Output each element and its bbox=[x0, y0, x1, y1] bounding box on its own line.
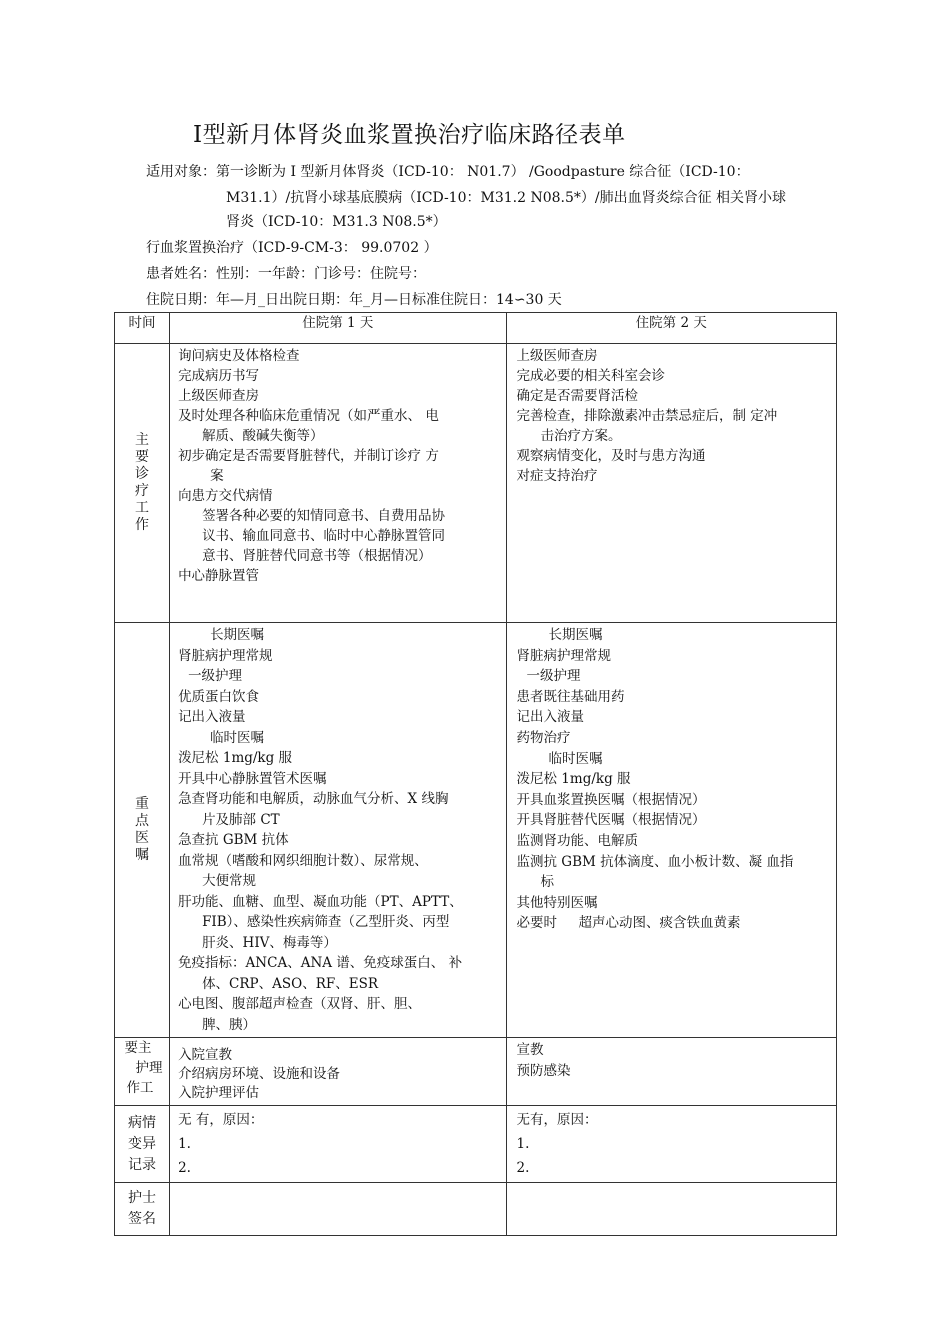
row-label-main-work bbox=[115, 344, 170, 623]
list-item: 药物治疗 bbox=[516, 729, 571, 746]
list-item: 体、CRP、ASO、RF、ESR bbox=[202, 975, 379, 992]
list-item: 开具肾脏替代医嘱（根据情况） bbox=[516, 812, 706, 829]
day2-nurse-signature[interactable] bbox=[506, 1183, 836, 1236]
list-item: 肾脏病护理常规 bbox=[178, 647, 273, 664]
list-item: 长期医嘱 bbox=[210, 627, 265, 643]
list-item: 对症支持治疗 bbox=[516, 468, 598, 484]
nursing-label-line-1: 要主 bbox=[124, 1040, 152, 1056]
list-item: 片及肺部 CT bbox=[202, 811, 280, 828]
list-item: 2. bbox=[516, 1160, 530, 1176]
list-item: 急查肾功能和电解质，动脉血气分析、X 线胸 bbox=[178, 791, 449, 807]
list-item: 肝炎、HIV、梅毒等） bbox=[202, 934, 337, 951]
list-item: 肝功能、血糖、血型、凝血功能（PT、APTT、 bbox=[178, 893, 463, 910]
list-item: 开具血浆置换医嘱（根据情况） bbox=[516, 791, 706, 808]
list-item: 开具中心静脉置管术医嘱 bbox=[178, 770, 327, 787]
list-item: 解质、酸碱失衡等） bbox=[202, 428, 324, 444]
list-item: 1. bbox=[516, 1136, 530, 1152]
row-label-nursing bbox=[115, 1038, 170, 1106]
list-item-prefix: 必要时 bbox=[516, 915, 558, 932]
table-row-nurse-signature bbox=[115, 1183, 837, 1236]
list-item: 案 bbox=[210, 468, 224, 484]
clinical-pathway-table bbox=[114, 312, 837, 1236]
table-row-variance bbox=[115, 1106, 837, 1183]
day2-main-work bbox=[506, 344, 836, 623]
list-item: 观察病情变化，及时与患方沟通 bbox=[516, 448, 706, 464]
list-item: 监测抗 GBM 抗体滴度、血小板计数、凝 血指 bbox=[516, 853, 794, 870]
list-item: 1. bbox=[178, 1136, 191, 1152]
list-item: 入院护理评估 bbox=[178, 1085, 260, 1101]
scope-line-1: 适用对象：第一诊断为 I 型新月体肾炎（ICD-10： N01.7） /Goodpasture 综合征（ICD-10： bbox=[146, 164, 750, 180]
main-work-label: 主要诊疗工作 bbox=[135, 431, 150, 533]
table-row-key-orders bbox=[115, 623, 837, 1038]
nursing-label-line-2: 护理 bbox=[135, 1060, 163, 1076]
header-day2: 住院第 2 天 bbox=[506, 313, 836, 344]
list-item: 介绍病房环境、设施和设备 bbox=[178, 1066, 341, 1082]
list-item: 宣教 bbox=[516, 1042, 544, 1058]
list-item: 脾、胰） bbox=[202, 1016, 257, 1033]
list-item-text: 超声心动图、痰含铁血黄素 bbox=[578, 915, 741, 932]
list-item: 免疫指标：ANCA、ANA 谱、免疫球蛋白、 补 bbox=[178, 955, 463, 971]
scope-line-2: M31.1）/抗肾小球基底膜病（ICD-10：M31.2 N08.5*）/肺出血肾炎综合征 相关肾小球 bbox=[226, 190, 787, 206]
list-item: 击治疗方案。 bbox=[540, 428, 622, 444]
page-title: I型新月体肾炎血浆置换治疗临床路径表单 bbox=[193, 122, 626, 148]
row-label-nurse-signature bbox=[115, 1183, 170, 1236]
list-item: 入院宣教 bbox=[178, 1047, 233, 1063]
list-item: 临时医嘱 bbox=[210, 729, 265, 746]
list-item: 意书、肾脏替代同意书等（根据情况） bbox=[202, 548, 432, 564]
admission-dates-line: 住院日期：年—月_日出院日期：年_月—日标准住院日：14∽30 天 bbox=[146, 292, 562, 308]
list-item: 无 有，原因： bbox=[178, 1112, 264, 1128]
day1-main-work bbox=[170, 344, 506, 623]
list-item: 其他特别医嘱 bbox=[516, 894, 598, 911]
list-item: FIB）、感染性疾病筛查（乙型肝炎、丙型 bbox=[202, 914, 450, 930]
list-item: 向患方交代病情 bbox=[178, 488, 273, 504]
list-item: 确定是否需要肾活检 bbox=[516, 388, 639, 404]
list-item: 上级医师查房 bbox=[516, 348, 598, 364]
list-item: 2. bbox=[178, 1160, 191, 1176]
day2-key-orders bbox=[506, 623, 836, 1038]
list-item: 议书、输血同意书、临时中心静脉置管同 bbox=[202, 528, 446, 544]
table-row-main-work bbox=[115, 344, 837, 623]
list-item: 患者既往基础用药 bbox=[516, 688, 625, 705]
list-item: 无有，原因： bbox=[516, 1112, 598, 1128]
list-item: 记出入液量 bbox=[516, 709, 585, 726]
list-item: 血常规（嗜酸和网织细胞计数）、尿常规、 bbox=[178, 852, 428, 869]
procedure-line: 行血浆置换治疗（ICD-9-CM-3： 99.0702 ） bbox=[146, 240, 438, 256]
list-item: 优质蛋白饮食 bbox=[178, 688, 260, 705]
key-orders-label: 重点医嘱 bbox=[135, 795, 150, 863]
header-time: 时间 bbox=[115, 313, 170, 344]
list-item: 大便常规 bbox=[202, 873, 257, 889]
list-item: 上级医师查房 bbox=[178, 388, 260, 404]
list-item bbox=[517, 913, 834, 934]
list-item: 急查抗 GBM 抗体 bbox=[178, 832, 289, 848]
day2-nursing bbox=[506, 1038, 836, 1106]
nursing-label-line-3: 作工 bbox=[126, 1080, 154, 1096]
day1-nursing bbox=[170, 1038, 506, 1106]
nurse-signature-label: 护士签名 bbox=[128, 1190, 157, 1227]
list-item: 记出入液量 bbox=[178, 709, 246, 725]
list-item: 询问病史及体格检查 bbox=[178, 348, 300, 364]
list-item: 签署各种必要的知情同意书、自费用品协 bbox=[202, 508, 446, 524]
day1-key-orders bbox=[170, 623, 506, 1038]
list-item: 一级护理 bbox=[526, 668, 581, 685]
list-item: 监测肾功能、电解质 bbox=[516, 832, 639, 849]
row-label-key-orders bbox=[115, 623, 170, 1038]
patient-info-line: 患者姓名：性别：一年龄：门诊号：住院号： bbox=[146, 266, 426, 282]
list-item: 长期医嘱 bbox=[548, 627, 603, 643]
list-item: 初步确定是否需要肾脏替代，并制订诊疗 方 bbox=[178, 448, 439, 464]
scope-line-3: 肾炎（ICD-10：M31.3 N08.5*） bbox=[226, 214, 447, 230]
list-item: 临时医嘱 bbox=[548, 750, 603, 767]
header-day1: 住院第 1 天 bbox=[170, 313, 506, 344]
list-item: 完善检查，排除激素冲击禁忌症后，制 定冲 bbox=[516, 408, 778, 424]
row-label-variance bbox=[115, 1106, 170, 1183]
list-item: 泼尼松 1mg/kg 服 bbox=[178, 750, 293, 766]
day2-variance bbox=[506, 1106, 836, 1183]
list-item: 心电图、腹部超声检查（双肾、肝、胆、 bbox=[178, 996, 422, 1012]
list-item: 中心静脉置管 bbox=[178, 568, 260, 584]
list-item: 完成必要的相关科室会诊 bbox=[516, 368, 666, 384]
list-item: 泼尼松 1mg/kg 服 bbox=[516, 771, 631, 788]
list-item: 标 bbox=[540, 874, 555, 891]
list-item: 及时处理各种临床危重情况（如严重水、 电 bbox=[178, 408, 439, 424]
day1-variance bbox=[170, 1106, 506, 1183]
day1-nurse-signature[interactable] bbox=[170, 1183, 506, 1236]
list-item: 完成病历书写 bbox=[178, 368, 260, 384]
table-row-nursing bbox=[115, 1038, 837, 1106]
list-item: 预防感染 bbox=[516, 1063, 571, 1079]
list-item: 一级护理 bbox=[188, 668, 243, 684]
variance-label: 病情变异记录 bbox=[128, 1114, 157, 1173]
list-item: 肾脏病护理常规 bbox=[516, 647, 612, 664]
table-header-row bbox=[115, 313, 837, 344]
